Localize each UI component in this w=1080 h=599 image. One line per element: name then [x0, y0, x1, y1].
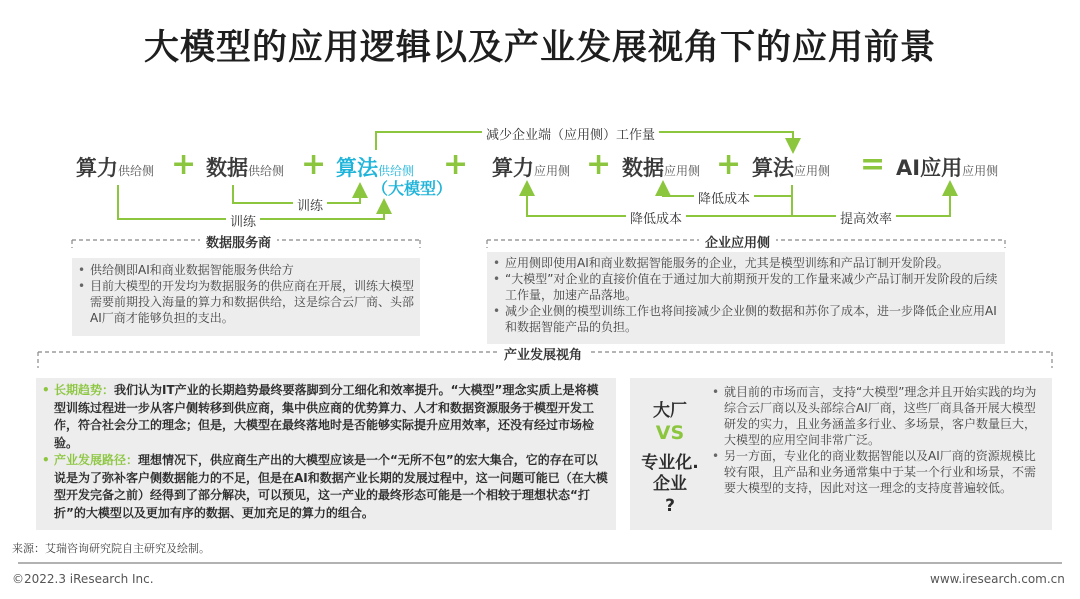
path-text: 理想情况下，供应商生产出的大模型应该是一个“无所不包”的宏大集合，它的存在可以说是为了弥补客户侧数据能力的不足，但是在AI和数据产业长期的发展过程中，这一问题可能已（在大模型开发完备之前）经得到了部分解决，可以预见，这一产业的最终形态可能是一个相较于理想状态“打折”的大模型以及更加有序的数据、更加充足的算力的组合。	[54, 453, 608, 520]
section-label-industry: 产业发展视角	[498, 344, 588, 363]
flow-label-cost-outer: 降低成本	[626, 208, 686, 227]
big-model-note: （大模型）	[372, 179, 453, 198]
section-label-supplier: 数据服务商	[200, 232, 277, 251]
list-item: • 应用侧即使用AI和商业数据智能服务的企业，尤其是模型训练和产品订制开发阶段。	[491, 255, 999, 271]
list-item: • 就目前的市场而言，支持“大模型”理念并且开始实践的均为综合云厂商以及头部综合AI厂商，这些厂商具备开展大模型研发的实力，且业务涵盖多行业、多场景，客户数量巨大，大模型的应用空间非常广泛。	[710, 384, 1044, 448]
vs-top-label: 大厂	[653, 401, 687, 421]
plus-sign: +	[586, 147, 612, 182]
vs-box	[630, 378, 710, 530]
flow-label-top: 减少企业端（应用侧）工作量	[482, 124, 659, 143]
term-algorithm-supply: 算法供给侧	[336, 156, 415, 180]
equals-sign: =	[860, 147, 886, 182]
flow-label-efficiency: 提高效率	[836, 208, 896, 227]
source-note: 来源：艾瑞咨询研究院自主研究及绘制。	[12, 542, 210, 555]
term-compute-app: 算力应用侧	[492, 156, 571, 180]
term-algorithm-app: 算法应用侧	[752, 156, 831, 180]
term-data-app: 数据应用侧	[622, 156, 701, 180]
enterprise-panel	[487, 252, 1005, 344]
trend-lead: 长期趋势：	[54, 383, 115, 397]
trend-text: 我们认为IT产业的长期趋势最终要落脚到分工细化和效率提升。“大模型”理念实质上是将模型训练过程进一步从客户侧转移到供应商，集中供应商的优势算力、人才和数据资源服务于模型开发工作，符合社会分工的理念；但是，大模型在最终落地时是否能够实际提升应用效率，还没有经过市场检验。	[54, 383, 599, 450]
vs-bottom-label-2: 企业	[653, 474, 687, 494]
list-item: • 目前大模型的开发均为数据服务的供应商在开展，训练大模型需要前期投入海量的算力和数据供给，这是综合云厂商、头部AI厂商才能够负担的支出。	[76, 278, 414, 326]
website-link[interactable]: www.iresearch.com.cn	[930, 572, 1065, 586]
list-item: • 减少企业侧的模型训练工作也将间接减少企业侧的数据和苏你了成本，进一步降低企业应用AI和数据智能产品的负担。	[491, 303, 999, 335]
list-item	[40, 382, 608, 452]
vs-bottom-label-1: 专业化.	[641, 453, 699, 473]
path-lead: 产业发展路径：	[54, 453, 139, 467]
copyright: ©2022.3 iResearch Inc.	[12, 572, 154, 586]
plus-sign: +	[171, 147, 197, 182]
list-item: • 另一方面，专业化的商业数据智能以及AI厂商的资源规模比较有限，且产品和业务通常集中于某一个行业和场景，不需要大模型的支持，因此对这一理念的支持度普遍较低。	[710, 448, 1044, 496]
plus-sign: +	[301, 147, 327, 182]
vs-label: VS	[655, 422, 685, 444]
supplier-panel	[72, 258, 420, 336]
plus-sign: +	[716, 147, 742, 182]
plus-sign: +	[443, 147, 469, 182]
page-title: 大模型的应用逻辑以及产业发展视角下的应用前景	[143, 28, 936, 68]
list-item: • “大模型”对企业的直接价值在于通过加大前期预开发的工作量来减少产品订制开发阶段的后续工作量，加速产品落地。	[491, 271, 999, 303]
term-data-supply: 数据供给侧	[206, 156, 285, 180]
list-item	[40, 452, 608, 522]
term-compute-supply: 算力供给侧	[76, 156, 155, 180]
section-label-enterprise: 企业应用侧	[699, 232, 776, 251]
flow-label-cost-inner: 降低成本	[694, 188, 754, 207]
vs-question: ?	[665, 496, 675, 516]
list-item: • 供给侧即AI和商业数据智能服务供给方	[76, 262, 414, 278]
flow-label-train-outer: 训练	[226, 211, 260, 230]
flow-label-train-inner: 训练	[293, 195, 327, 214]
vs-comparison-panel	[706, 378, 1052, 530]
industry-panel	[36, 378, 616, 530]
term-ai-application: AI应用应用侧	[896, 156, 999, 180]
